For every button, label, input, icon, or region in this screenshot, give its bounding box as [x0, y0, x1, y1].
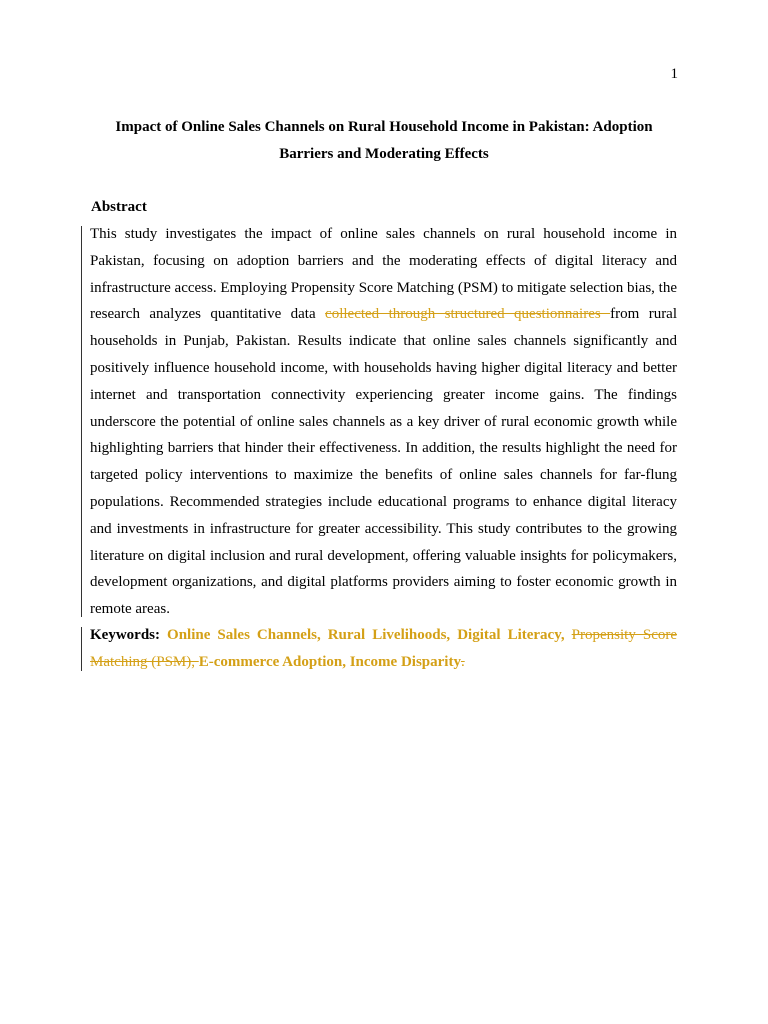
keywords-label: Keywords: [90, 627, 160, 643]
abstract-text-after: from rural households in Punjab, Pakistan. Results indicate that online sales channels significantly and positively influence household income, with households having higher digital literacy and better internet and transportation connectivity experiencing greater income gains. The findings underscore the potential of online sales channels as a key driver of rural economic growth while highlighting barriers that hinder their effectiveness. In addition, the results highlight the need for targeted policy interventions to maximize the benefits of online sales channels for far-flung populations. Recommended strategies include educational programs to enhance digital literacy and investments in infrastructure for greater accessibility. This study contributes to the growing literature on digital inclusion and rural development, offering valuable insights for policymakers, development organizations, and digital platforms providers aiming to foster economic growth in remote areas. [90, 306, 678, 618]
keywords-deleted: Propensity Score Matching (PSM), [90, 627, 678, 670]
paper-title: Impact of Online Sales Channels on Rural Household Income in Pakistan: Adoption Barriers and Moderating Effects [115, 119, 653, 162]
change-bar-keywords [81, 627, 82, 671]
page-number: 1 [670, 66, 678, 82]
keywords-deleted-period: . [460, 653, 465, 670]
abstract-text-before: This study investigates the impact of online sales channels on rural household income in Pakistan, focusing on adoption barriers and the moderating effects of digital literacy and infrastructure access. Employing Propensity Score Matching (PSM) to mitigate selection bias, the research analyzes quantitative data [90, 226, 677, 323]
change-bar-abstract [81, 226, 82, 617]
keywords-paragraph [90, 622, 677, 676]
abstract-body [90, 221, 677, 623]
tracked-deletion: collected through structured questionnaires [325, 306, 611, 323]
abstract-heading: Abstract [91, 199, 147, 215]
keywords-inserted-2: E-commerce Adoption, Income Disparity [198, 653, 461, 670]
keywords-inserted-1: Online Sales Channels, Rural Livelihoods, Digital Literacy, [167, 627, 572, 643]
